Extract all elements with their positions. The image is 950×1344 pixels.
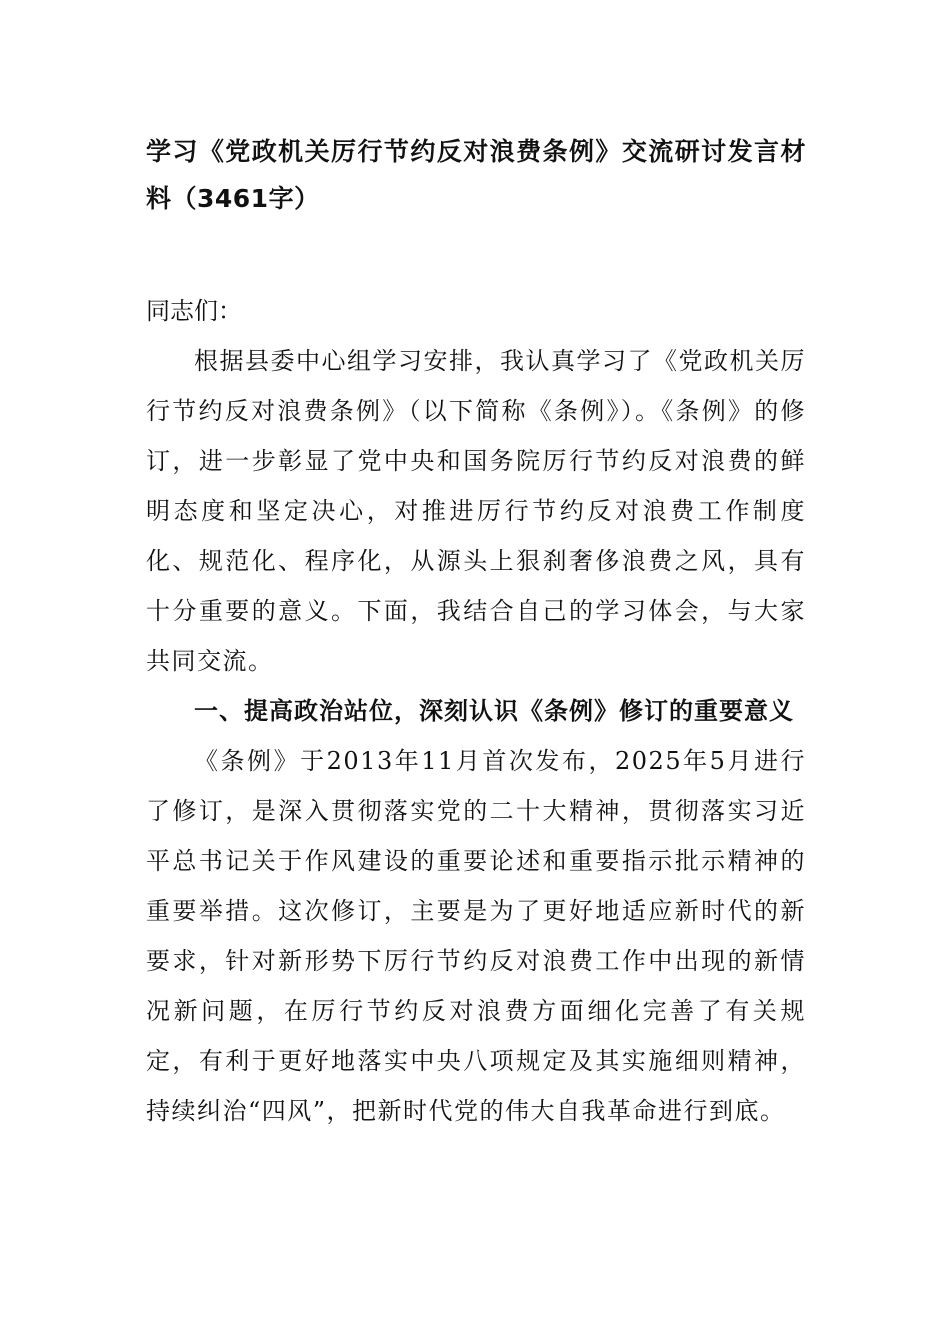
intro-paragraph: 根据县委中心组学习安排，我认真学习了《党政机关厉行节约反对浪费条例》（以下简称《条例》）。《条例》的修订，进一步彰显了党中央和国务院厉行节约反对浪费的鲜明态度和坚定决心，对推进厉行节约反对浪费工作制度化、规范化、程序化，从源头上狠刹奢侈浪费之风，具有十分重要的意义。下面，我结合自己的学习体会，与大家共同交流。 [146,347,806,675]
section-paragraph: 《条例》于2013年11月首次发布，2025年5月进行了修订，是深入贯彻落实党的二十大精神，贯彻落实习近平总书记关于作风建设的重要论述和重要指示批示精神的重要举措。这次修订，主要是为了更好地适应新时代的新要求，针对新形势下厉行节约反对浪费工作中出现的新情况新问题，在厉行节约反对浪费方面细化完善了有关规定，有利于更好地落实中央八项规定及其实施细则精神，持续纠治“四风”，把新时代党的伟大自我革命进行到底。 [146,747,806,1125]
section-heading: 一、提高政治站位，深刻认识《条例》修订的重要意义 [194,697,794,725]
document-title: 学习《党政机关厉行节约反对浪费条例》交流研讨发言材料（3461字） [146,137,806,213]
document-body [146,128,806,1136]
greeting: 同志们： [146,297,242,325]
